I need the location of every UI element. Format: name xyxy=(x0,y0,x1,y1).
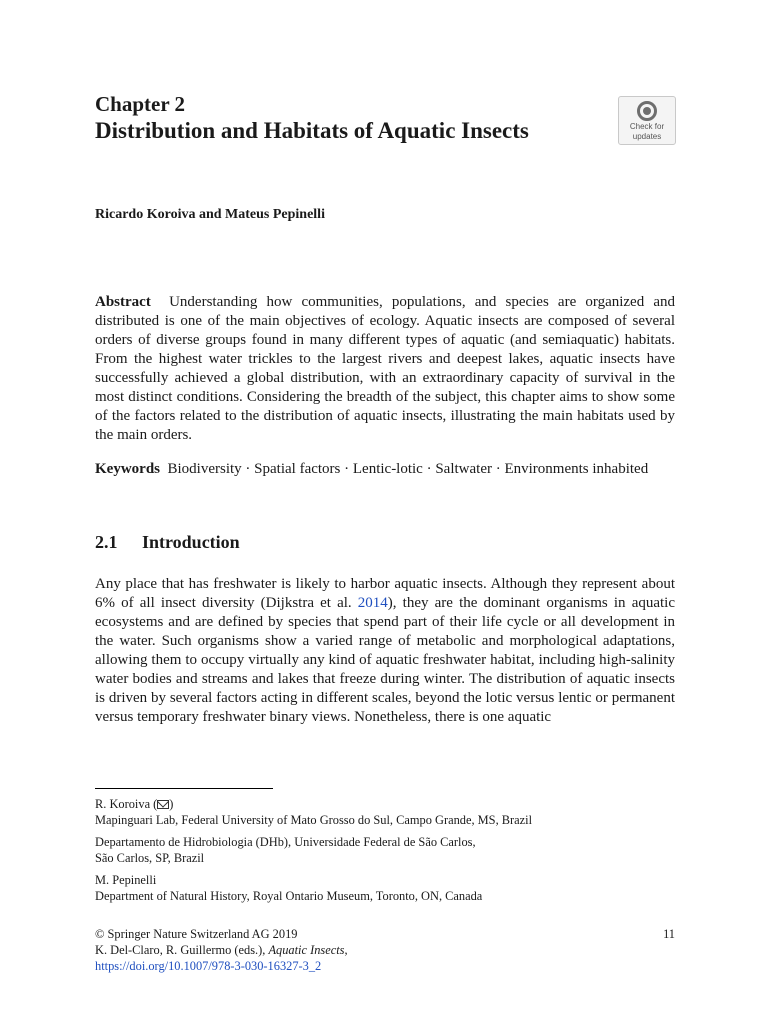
check-for-updates-badge[interactable] xyxy=(618,96,676,145)
chapter-title: Distribution and Habitats of Aquatic Insects xyxy=(95,118,529,143)
keywords-label: Keywords xyxy=(95,461,160,477)
abstract-label: Abstract xyxy=(95,294,151,310)
book-title: Aquatic Insects xyxy=(268,943,345,957)
intro-text-before: Any place that has freshwater is likely to harbor aquatic insects. Although they represent about 6% of all insect diversity (Dijkstra et al. xyxy=(95,576,675,611)
section-title: Introduction xyxy=(142,532,240,552)
paper-page xyxy=(95,0,675,1024)
section-number: 2.1 xyxy=(95,532,118,552)
badge-text-line-2: updates xyxy=(632,132,662,141)
authors: Ricardo Koroiva and Mateus Pepinelli xyxy=(95,207,325,222)
copyright-line: © Springer Nature Switzerland AG 2019 xyxy=(95,927,298,941)
keywords xyxy=(95,460,675,479)
abstract xyxy=(95,293,675,445)
author-2-name: M. Pepinelli xyxy=(95,873,157,887)
chapter-label: Chapter 2 xyxy=(95,92,186,116)
author-1-name-close: ) xyxy=(169,797,174,811)
author-1-name-line xyxy=(95,796,675,812)
doi-link[interactable]: https://doi.org/10.1007/978-3-030-16327-3_2 xyxy=(95,959,322,973)
author-1-name: R. Koroiva ( xyxy=(95,797,158,811)
envelope-icon[interactable] xyxy=(157,800,169,809)
editors: K. Del-Claro, R. Guillermo (eds.), xyxy=(95,943,269,957)
author-1-affiliation-2-line-1: Departamento de Hidrobiologia (DHb), Universidade Federal de São Carlos, xyxy=(95,835,476,849)
affiliation-author-1 xyxy=(95,796,675,828)
abstract-text: Understanding how communities, populations, and species are organized and distributed is one of the main objectives of ecology. Aquatic insects are composed of several orders of diverse groups found in many different types of aquatic (and semiaquatic) habitats. From the highest water trickles to the largest rivers and deepest lakes, aquatic insects have successfully achieved a global distribution, with an extraordinary capacity of survival in the most distinct conditions. Considering the breadth of the subject, this chapter aims to show some of the factors related to the distribution of aquatic insects, illustrating the main habitats used by the main orders. xyxy=(95,294,675,443)
author-1-affiliation-1: Mapinguari Lab, Federal University of Mato Grosso do Sul, Campo Grande, MS, Brazil xyxy=(95,813,533,827)
author-1-affiliation-2-line-2: São Carlos, SP, Brazil xyxy=(95,851,205,865)
footnote-divider xyxy=(95,788,273,789)
book-title-suffix: , xyxy=(344,943,348,957)
introduction-paragraph xyxy=(95,575,675,727)
intro-text-after: ), they are the dominant organisms in aquatic ecosystems and are defined by species that spend part of their life cycle or all development in the water. Such organisms show a varied range of metabolic and morphological adaptations, allowing them to occupy virtually any kind of aquatic freshwater habitat, including high-salinity water bodies and streams and lakes that freeze during winter. The distribution of aquatic insects is driven by several factors acting in different scales, beyond the lotic versus lentic or permanent versus temporary freshwater binary views. Nonetheless, there is one aquatic xyxy=(95,595,676,725)
citation-line xyxy=(95,942,675,958)
author-2-affiliation: Department of Natural History, Royal Ontario Museum, Toronto, ON, Canada xyxy=(95,889,483,903)
affiliation-author-1-second xyxy=(95,834,675,866)
page-number: 11 xyxy=(663,927,675,941)
page-footer xyxy=(95,926,675,974)
affiliation-author-2 xyxy=(95,872,675,904)
crossmark-icon xyxy=(637,101,657,121)
section-heading xyxy=(95,532,240,553)
badge-text-line-1: Check for xyxy=(629,122,665,131)
citation-link[interactable]: 2014 xyxy=(357,595,388,611)
keywords-text: Biodiversity · Spatial factors · Lentic-lotic · Saltwater · Environments inhabited xyxy=(167,461,649,477)
